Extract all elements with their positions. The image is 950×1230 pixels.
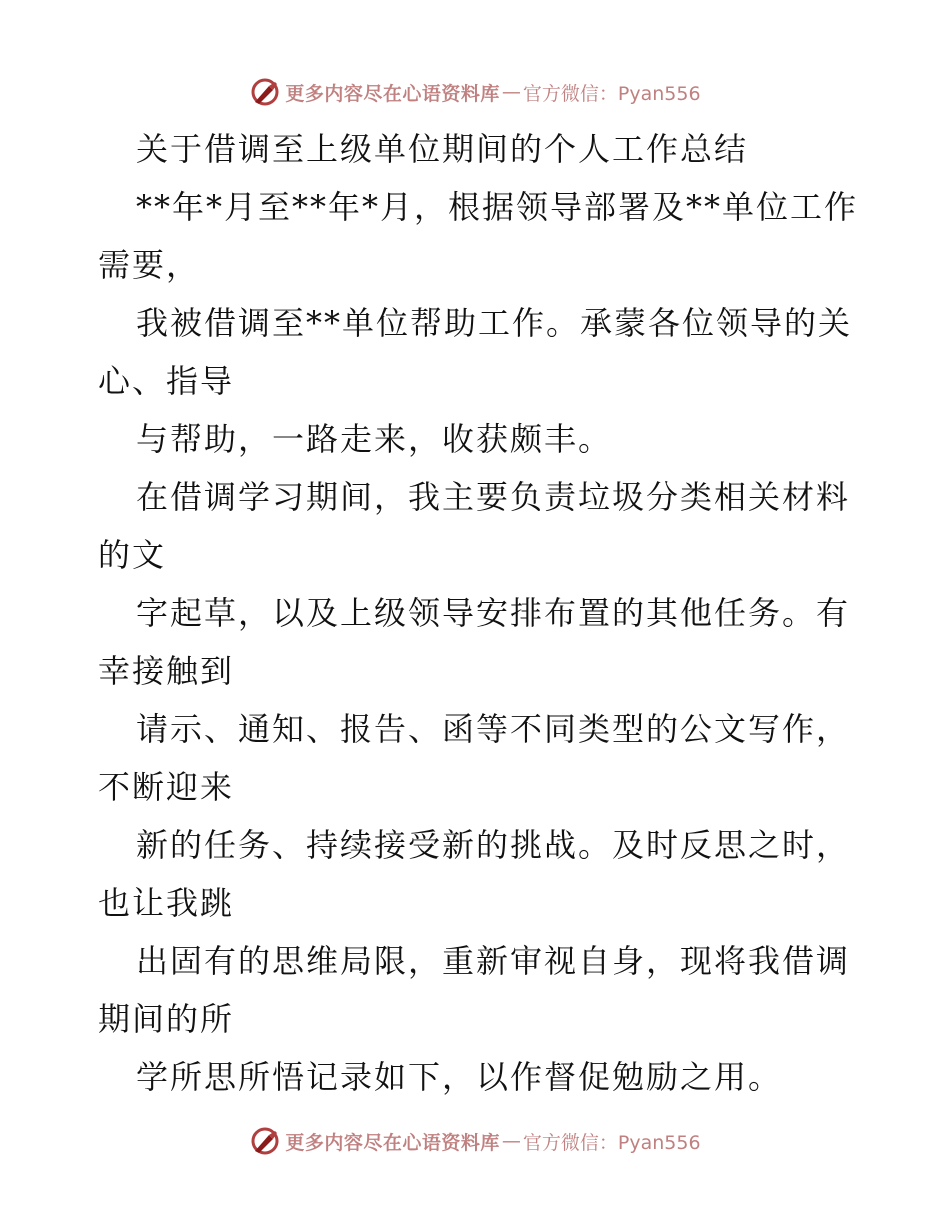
banner-dash: —: [501, 1130, 521, 1152]
banner-site-text[interactable]: 更多内容尽在心语资料库: [285, 82, 500, 105]
pen-nib-logo-icon: [249, 1125, 281, 1157]
pen-nib-logo-icon: [249, 76, 281, 108]
doc-line: **年*月至**年*月，根据领导部署及**单位工作: [136, 188, 859, 226]
doc-line: 在借调学习期间，我主要负责垃圾分类相关材料: [136, 478, 851, 516]
banner-site-text[interactable]: 更多内容尽在心语资料库: [285, 1131, 500, 1154]
doc-line: 出固有的思维局限，重新审视自身，现将我借调: [136, 942, 851, 980]
doc-line: 期间的所: [98, 1000, 235, 1038]
doc-line: 也让我跳: [98, 884, 235, 922]
doc-line: 需要，: [98, 246, 201, 284]
doc-title: 关于借调至上级单位期间的个人工作总结: [136, 130, 749, 168]
doc-line: 学所思所悟记录如下，以作督促勉励之用。: [136, 1058, 783, 1096]
banner-contact-text: 官方微信：Pyan556: [522, 1131, 701, 1154]
doc-line: 的文: [98, 536, 167, 574]
doc-line: 不断迎来: [98, 768, 235, 806]
doc-line: 请示、通知、报告、函等不同类型的公文写作，: [136, 710, 851, 748]
banner-dash: —: [501, 81, 521, 103]
header-banner: [0, 72, 950, 112]
doc-line: 我被借调至**单位帮助工作。承蒙各位领导的关: [136, 304, 853, 342]
doc-line: 新的任务、持续接受新的挑战。及时反思之时，: [136, 826, 851, 864]
doc-line: 与帮助，一路走来，收获颇丰。: [136, 420, 613, 458]
footer-banner: [0, 1121, 950, 1161]
document-body: [98, 120, 858, 1106]
banner-contact-text: 官方微信：Pyan556: [522, 82, 701, 105]
doc-line: 心、指导: [98, 362, 235, 400]
doc-line: 幸接触到: [98, 652, 235, 690]
doc-line: 字起草，以及上级领导安排布置的其他任务。有: [136, 594, 851, 632]
